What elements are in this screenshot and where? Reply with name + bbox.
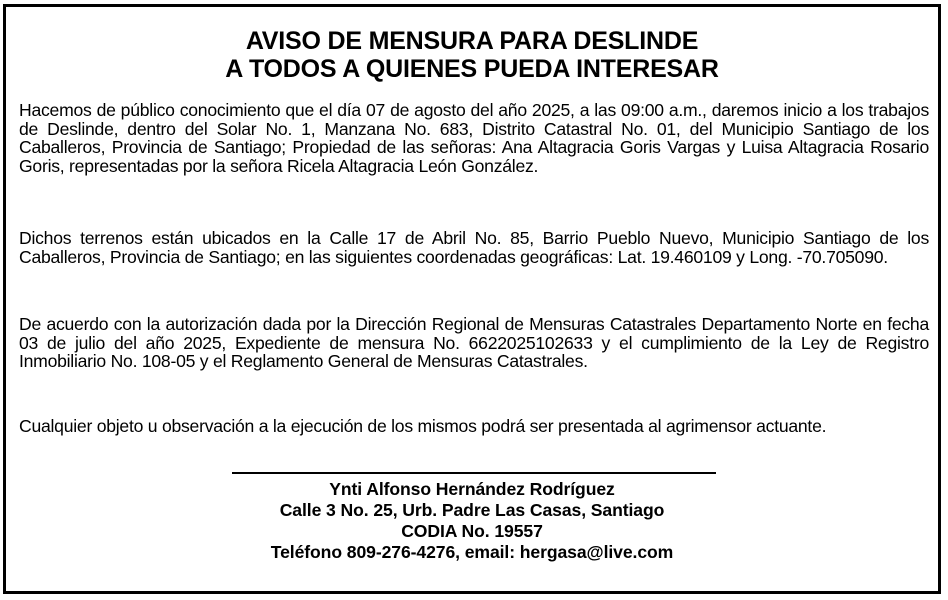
signer-name: Ynti Alfonso Hernández Rodríguez	[329, 479, 615, 499]
signer-codia: CODIA No. 19557	[401, 521, 543, 541]
notice-subtitle: A TODOS A QUIENES PUEDA INTERESAR	[225, 55, 719, 83]
signature-line	[232, 472, 716, 474]
paragraph-authorization: De acuerdo con la autorización dada por la Dirección Regional de Mensuras Catastrales Departamento Norte en fecha 03 de julio del año 2025, Expediente de mensura No. 6622025102633 y el cumplimiento de la Ley de Registro Inmobiliario No. 108-05 y el Reglamento General de Mensuras Catastrales.	[19, 314, 929, 372]
notice-frame	[3, 4, 941, 594]
paragraph-location: Dichos terrenos están ubicados en la Calle 17 de Abril No. 85, Barrio Pueblo Nuevo, Municipio Santiago de los Caballeros, Provincia de Santiago; en las siguientes coordenadas geográficas: Lat. 19.460109 y Long. -70.705090.	[19, 228, 929, 267]
paragraph-announcement: Hacemos de público conocimiento que el día 07 de agosto del año 2025, a las 09:00 a.m., daremos inicio a los trabajos de Deslinde, dentro del Solar No. 1, Manzana No. 683, Distrito Catastral No. 01, del Municipio Santiago de los Caballeros, Provincia de Santiago; Propiedad de las señoras: Ana Altagracia Goris Vargas y Luisa Altagracia Rosario Goris, representadas por la señora Ricela Altagracia León González.	[19, 100, 929, 176]
signer-contact: Teléfono 809-276-4276, email: hergasa@live.com	[270, 542, 674, 562]
notice-title: AVISO DE MENSURA PARA DESLINDE	[245, 27, 699, 55]
paragraph-objections: Cualquier objeto u observación a la ejecución de los mismos podrá ser presentada al agrimensor actuante.	[19, 416, 827, 436]
signer-address: Calle 3 No. 25, Urb. Padre Las Casas, Santiago	[279, 500, 665, 520]
